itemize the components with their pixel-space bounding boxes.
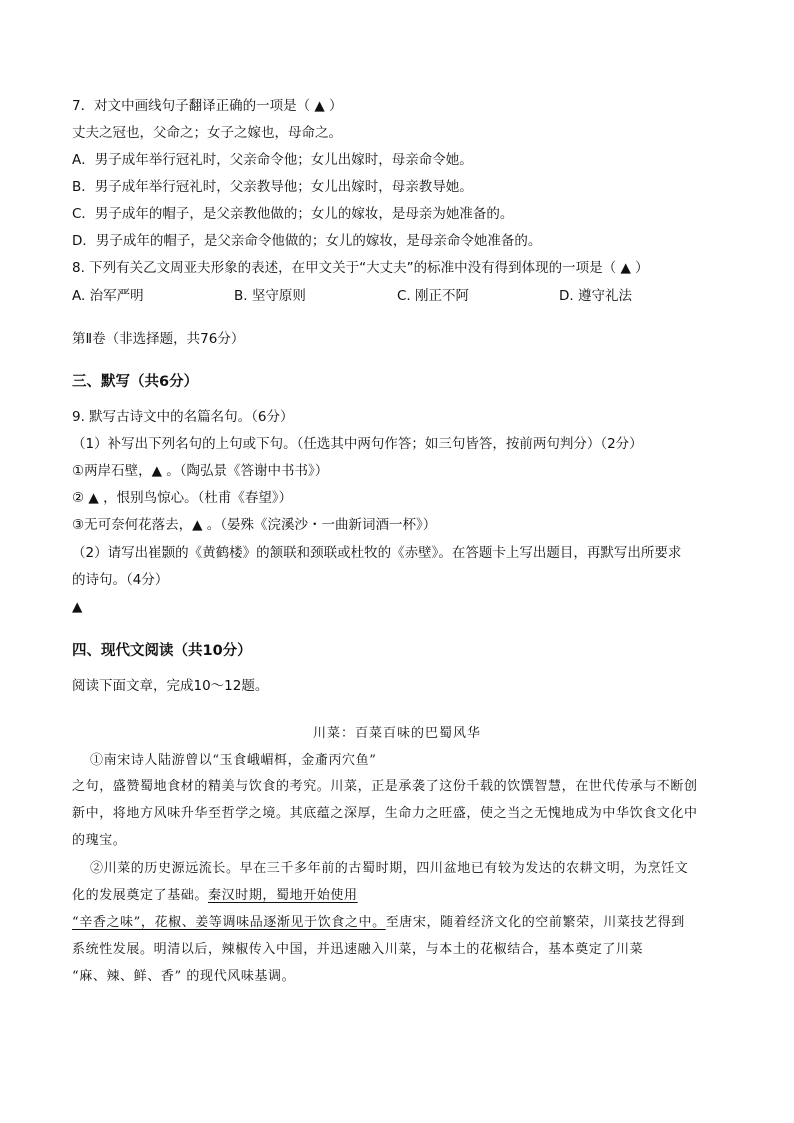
article-p2-line1: ②川菜的历史源远流长。早在三千多年前的古蜀时期，四川盆地已有较为发达的农耕文明，为烹饪文 — [90, 861, 689, 876]
q9-sub1: （1）补写出下列名句的上句或下句。（任选其中两句作答；如三句皆答，按前两句判分）（2分） — [72, 436, 643, 452]
q7-option-d: D．男子成年的帽子，是父亲命令他做的；女儿的嫁妆，是母亲命令她准备的。 — [72, 233, 542, 249]
q9-sub2-line2: 的诗句。（4分） — [72, 572, 169, 588]
article-p1-line1: ①南宋诗人陆游曾以“玉食峨嵋栮，金齑丙穴鱼” — [90, 753, 377, 768]
q9-stem: 9. 默写古诗文中的名篇名句。（6分） — [72, 409, 294, 425]
q8-option-b: B. 坚守原则 — [234, 288, 306, 304]
q9-item-1: ①两岸石壁，▲ 。（陶弘景《答谢中书书》） — [72, 463, 329, 479]
underlined-sentence-part2: “辛香之味”，花椒、姜等调味品逐渐见于饮食之中。 — [72, 915, 386, 930]
q8-option-a: A. 治军严明 — [72, 288, 144, 304]
article-p2-line4: 系统性发展。明清以后，辣椒传入中国，并迅速融入川菜，与本土的花椒结合，基本奠定了川菜 — [72, 942, 644, 957]
reading-instruction: 阅读下面文章，完成10～12题。 — [72, 678, 269, 694]
q9-sub2-line1: （2）请写出崔颢的《黄鹤楼》的颔联和颈联或杜牧的《赤壁》。在答题卡上写出题目，再默写出所要求 — [72, 545, 682, 561]
article-p1-line3: 新中，将地方风味升华至哲学之境。其底蕴之深厚，生命力之旺盛，使之当之无愧地成为中华饮食文化中 — [72, 806, 698, 821]
q9-item-2: ② ▲ ，恨别鸟惊心。（杜甫《春望》） — [72, 490, 293, 506]
q8-option-c: C. 刚正不阿 — [397, 288, 470, 304]
article-title: 川菜：百菜百味的巴蜀风华 — [312, 726, 481, 741]
answer-mark: ▲ — [72, 599, 83, 615]
q7-sentence: 丈夫之冠也，父命之；女子之嫁也，母命之。 — [72, 125, 342, 141]
q9-item-3: ③无可奈何花落去，▲ 。（晏殊《浣溪沙・一曲新词酒一杯》） — [72, 517, 437, 533]
q7-option-a: A．男子成年举行冠礼时，父亲命令他；女儿出嫁时，母亲命令她。 — [72, 152, 473, 168]
article-p2-line3 — [72, 914, 685, 932]
article-p2-line3-plain: 至唐宋，随着经济文化的空前繁荣，川菜技艺得到 — [385, 915, 685, 930]
article-p1-line2: 之句，盛赞蜀地食材的精美与饮食的考究。川菜，正是承袭了这份千载的饮馔智慧，在世代传承与不断创 — [72, 779, 698, 794]
q7-option-c: C．男子成年的帽子，是父亲教他做的；女儿的嫁妆，是母亲为她准备的。 — [72, 206, 514, 222]
section4-heading: 四、现代文阅读（共10分） — [72, 643, 252, 659]
q7-stem: 7．对文中画线句子翻译正确的一项是（ ▲ ） — [72, 98, 343, 114]
underlined-sentence-part1: 秦汉时期，蜀地开始使用 — [208, 888, 358, 903]
article-p2-line2-plain: 化的发展奠定了基础。 — [72, 888, 209, 903]
q8-option-d: D. 遵守礼法 — [559, 288, 632, 304]
q7-option-b: B．男子成年举行冠礼时，父亲教导他；女儿出嫁时，母亲教导她。 — [72, 179, 473, 195]
section3-heading: 三、默写（共6分） — [72, 374, 199, 390]
article-p2-line5: “麻、辣、鲜、香” 的现代风味基调。 — [72, 969, 296, 984]
q8-stem: 8. 下列有关乙文周亚夫形象的表述，在甲文关于“大丈夫”的标准中没有得到体现的一项是（ ▲ ） — [72, 260, 649, 276]
part2-heading: 第Ⅱ卷（非选择题，共76分） — [72, 331, 245, 347]
article-p1-line4: 的瑰宝。 — [72, 833, 127, 848]
article-p2-line2 — [72, 887, 358, 905]
